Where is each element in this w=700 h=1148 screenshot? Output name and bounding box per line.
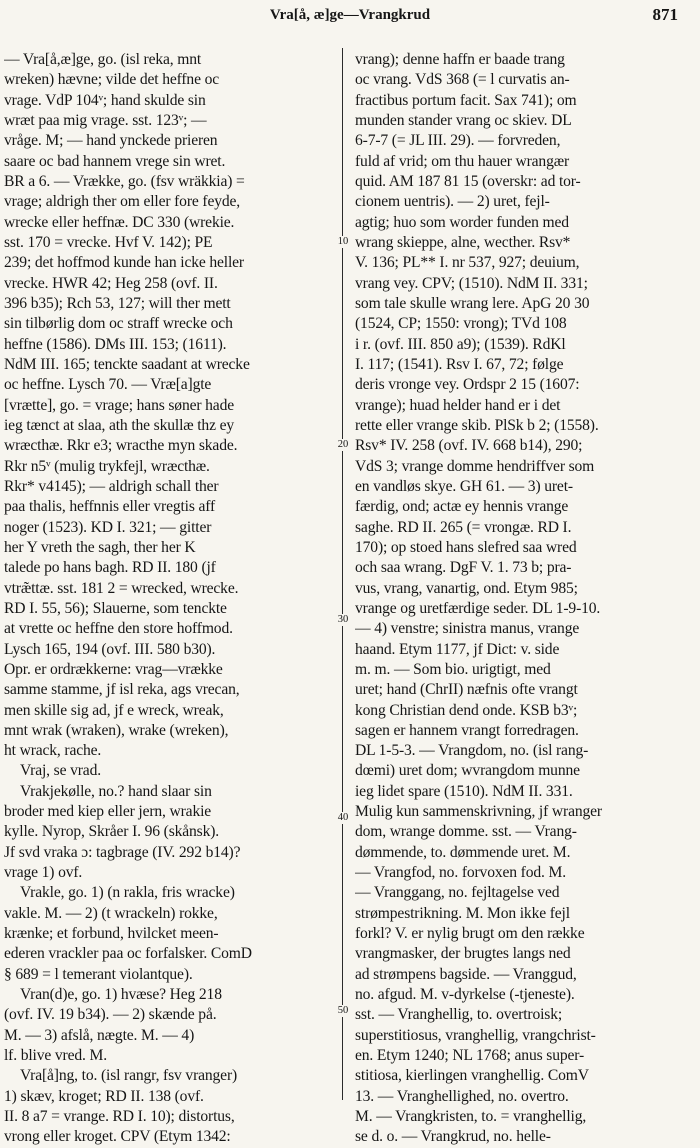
text-line: ieg tænct at slaa, ath the skullæ thz ey — [4, 416, 235, 434]
text-line: dømmende, to. dømmende uret. M. — [355, 843, 571, 861]
text-line: fractibus portum facit. Sax 741); om — [355, 91, 577, 109]
text-line: kong Christian dend onde. KSB b3ᵛ; — [355, 701, 578, 719]
text-line: Jf svd vraka ɔ: tagbrage (IV. 292 b14)? — [4, 843, 241, 861]
page-header — [0, 0, 700, 40]
text-line: vakle. M. — 2) (t wrackeln) rokke, — [4, 904, 218, 922]
text-line: vtræ̃ttæ. sst. 181 2 = wrecked, wrecke. — [4, 579, 239, 597]
line-number-10: 10 — [334, 236, 352, 248]
running-head-title: Vra[å, æ]ge—Vrangkrud — [269, 7, 431, 23]
text-line: sst. — Vranghellig, to. overtroisk; — [355, 1006, 563, 1024]
line-number-40: 40 — [334, 812, 352, 824]
text-line: deris vronge vey. Ordspr 2 15 (1607: — [355, 376, 580, 394]
text-line: vrage 1) ovf. — [4, 864, 83, 882]
text-line: heffne (1586). DMs III. 153; (1611). — [4, 335, 227, 353]
text-line: V. 136; PL** I. nr 537, 927; deuium, — [355, 254, 580, 272]
text-line: vråge. M; — hand ynckede prieren — [4, 132, 218, 150]
text-line: — Vra[å,æ]ge, go. (isl reka, mnt — [4, 51, 202, 68]
text-line: at vrette oc heffne den store hoffmod. — [4, 620, 233, 638]
text-line: wræt paa mig vrage. sst. 123ᵛ; — — [4, 111, 207, 129]
text-line: dom, wrange domme. sst. — Vrang- — [355, 823, 577, 841]
text-line: ieg lidet spare (1510). NdM II. 331. — [355, 782, 573, 800]
text-line: DL 1-5-3. — Vrangdom, no. (isl rang- — [355, 742, 589, 760]
left-column — [4, 50, 331, 1148]
text-line: vrang vey. CPV; (1510). NdM II. 331; — [355, 274, 588, 292]
line-number-50: 50 — [334, 1005, 352, 1017]
text-line: saare oc bad hannem vrege sin wret. — [4, 152, 226, 170]
text-line: lf. blive vred. M. — [4, 1047, 107, 1065]
text-line: sst. 170 = vrecke. Hvf V. 142); PE — [4, 233, 213, 251]
text-line: II. 8 a7 = vrange. RD I. 10); distortus, — [4, 1108, 235, 1126]
text-line: Lysch 165, 194 (ovf. III. 580 b30). — [4, 640, 216, 658]
text-line: Mulig kun sammenskrivning, jf wranger — [355, 803, 602, 821]
text-line: Vra[å]ng, to. (isl rangr, fsv vranger) — [20, 1067, 238, 1085]
text-line: rette eller vrange skib. PlSk b 2; (1558). — [355, 416, 599, 434]
text-line: munden stander vrang oc skiev. DL — [355, 111, 572, 129]
text-line: vrage. VdP 104ᵛ; hand skulde sin — [4, 91, 206, 109]
column-divider — [342, 48, 343, 1100]
right-column — [355, 50, 690, 1148]
text-line: se d. o. — Vrangkrud, no. helle- — [355, 1128, 551, 1146]
text-line: samme stamme, jf isl reka, ags vrecan, — [4, 681, 240, 699]
text-line: vrange); huad helder hand er i det — [355, 396, 561, 414]
text-line: strømpestrikning. M. Mon ikke fejl — [355, 904, 570, 922]
text-line: færdig, ond; actæ ey hennis vrange — [355, 498, 569, 516]
line-number-20: 20 — [334, 439, 352, 451]
text-line: en. Etym 1240; NL 1768; anus super- — [355, 1047, 585, 1065]
text-line: broder med kiep eller jern, wrakie — [4, 803, 212, 821]
text-line: mnt wrak (wraken), wrake (wreken), — [4, 721, 229, 739]
text-line: agtig; huo som worder funden med — [355, 213, 569, 231]
text-line: Vran(d)e, go. 1) hvæse? Heg 218 — [20, 986, 222, 1004]
text-line: wrang skieppe, alne, wecther. Rsv* — [355, 233, 571, 251]
text-line: — 4) venstre; sinistra manus, vrange — [355, 620, 580, 638]
text-line: uret; hand (ChrII) næfnis ofte vrangt — [355, 681, 578, 699]
text-line: vrong eller kroget. CPV (Etym 1342: — [4, 1128, 231, 1146]
line-number-30: 30 — [334, 614, 352, 626]
text-line: I. 117; (1541). Rsv I. 67, 72; følge — [355, 355, 564, 373]
text-line: wreken) hævne; vilde det heffne oc — [4, 71, 220, 89]
text-line: sagen er hannem vrangt forredragen. — [355, 721, 579, 739]
text-line: vrange og uretfærdige seder. DL 1-9-10. — [355, 599, 601, 617]
text-line: BR a 6. — Vrække, go. (fsv wräkkia) = — [4, 172, 245, 190]
text-line: Opr. er ordrækkerne: vrag—vrække — [4, 660, 223, 678]
text-line: quid. AM 187 81 15 (overskr: ad tor- — [355, 172, 581, 190]
text-line: fuld af vrid; om thu hauer wrangær — [355, 152, 570, 170]
text-line: 396 b35); Rch 53, 127; will ther mett — [4, 294, 231, 312]
text-line: sin tilbørlig dom oc straff wrecke och — [4, 315, 233, 333]
text-line: en vandløs skye. GH 61. — 3) uret- — [355, 477, 573, 495]
text-line: Rkr* v4145); — aldrigh schall ther — [4, 477, 219, 495]
text-line: och saa wrang. DgF V. 1. 73 b; pra- — [355, 559, 572, 577]
text-line: vrang); denne haffn er baade trang — [355, 51, 565, 68]
text-line: kylle. Nyrop, Skråer I. 96 (skånsk). — [4, 823, 220, 841]
text-line: stitiosa, kierlingen vranghellig. ComV — [355, 1067, 589, 1085]
text-line: 1) skæv, kroget; RD II. 138 (ovf. — [4, 1087, 204, 1105]
text-line: men skille sig ad, jf e wreck, wreak, — [4, 701, 224, 719]
text-line: vrecke. HWR 42; Heg 258 (ovf. II. — [4, 274, 218, 292]
text-line: ederen vrackler paa oc forfalsker. ComD — [4, 945, 252, 963]
text-line: 13. — Vranghellighed, no. overtro. — [355, 1087, 569, 1105]
text-line: M. — Vrangkristen, to. = vranghellig, — [355, 1108, 587, 1126]
text-line: 239; det hoffmod kunde han icke heller — [4, 254, 244, 272]
text-line: no. afgud. M. v-dyrkelse (-tjeneste). — [355, 986, 575, 1004]
text-line: 6-7-7 (= JL III. 29). — forvreden, — [355, 132, 561, 150]
text-line: (1524, CP; 1550: vrong); TVd 108 — [355, 315, 567, 333]
text-line: Vrakle, go. 1) (n rakla, fris wracke) — [20, 884, 235, 902]
text-line: wræcthæ. Rkr e3; wracthe myn skade. — [4, 437, 238, 455]
text-line: Vraj, se vrad. — [20, 762, 101, 780]
text-line: — Vrangfod, no. forvoxen fod. M. — [355, 864, 566, 882]
text-line: m. m. — Som bio. urigtigt, med — [355, 660, 551, 678]
text-line: dœmi) uret dom; wvrangdom munne — [355, 762, 580, 780]
text-line: superstitiosus, vranghellig, vrangchrist- — [355, 1026, 596, 1044]
text-line: talede po hans bagh. RD II. 180 (jf — [4, 559, 216, 577]
text-line: forkl? V. er nylig brugt om den række — [355, 925, 585, 943]
text-line: Vrakjekølle, no.? hand slaar sin — [20, 782, 212, 800]
text-line: RD I. 55, 56); Slauerne, som tenckte — [4, 599, 227, 617]
page-number: 871 — [652, 5, 678, 24]
text-line: (ovf. IV. 19 b34). — 2) skænde på. — [4, 1006, 217, 1024]
text-line: krænke; et forbund, hvilcket meen- — [4, 925, 219, 943]
text-line: her Y vreth the sagh, ther her K — [4, 538, 196, 556]
text-line: — Vranggang, no. fejltagelse ved — [355, 884, 560, 902]
text-line: VdS 3; vrange domme hendriffver som — [355, 457, 595, 475]
text-line: ad strømpens bagside. — Vranggud, — [355, 965, 577, 983]
text-line: saghe. RD II. 265 (= vrongæ. RD I. — [355, 518, 572, 536]
text-line: oc heffne. Lysch 70. — Vræ[a]gte — [4, 376, 212, 394]
text-line: paa thalis, heffnnis eller vregtis aff — [4, 498, 216, 516]
text-line: oc vrang. VdS 368 (= l curvatis an- — [355, 71, 570, 89]
text-line: M. — 3) afslå, nægte. M. — 4) — [4, 1026, 195, 1044]
text-line: haand. Etym 1177, jf Dict: v. side — [355, 640, 560, 658]
text-line: vrage; aldrigh ther om eller fore feyde, — [4, 193, 241, 211]
text-line: i r. (ovf. III. 850 a9); (1539). RdKl — [355, 335, 566, 353]
text-line: Rkr n5ᵛ (mulig trykfejl, wræcthæ. — [4, 457, 210, 475]
text-line: 170); op stoed hans slefred saa wred — [355, 538, 577, 556]
text-line: § 689 = l temerant violantque). — [4, 965, 193, 983]
text-line: som tale skulle wrang lere. ApG 20 30 — [355, 294, 590, 312]
text-line: [vrætte], go. = vrage; hans søner hade — [4, 396, 234, 414]
text-line: noger (1523). KD I. 321; — gitter — [4, 518, 212, 536]
text-line: Rsv* IV. 258 (ovf. IV. 668 b14), 290; — [355, 437, 583, 455]
text-line: vus, vrang, vanartig, ond. Etym 985; — [355, 579, 578, 597]
text-line: NdM III. 165; tenckte saadant at wrecke — [4, 355, 250, 373]
text-line: cionem uentris). — 2) uret, fejl- — [355, 193, 550, 211]
text-line: ht wrack, rache. — [4, 742, 102, 760]
text-line: vrangmasker, der brugtes langs ned — [355, 945, 571, 963]
text-line: wrecke eller heffnæ. DC 330 (wrekie. — [4, 213, 235, 231]
